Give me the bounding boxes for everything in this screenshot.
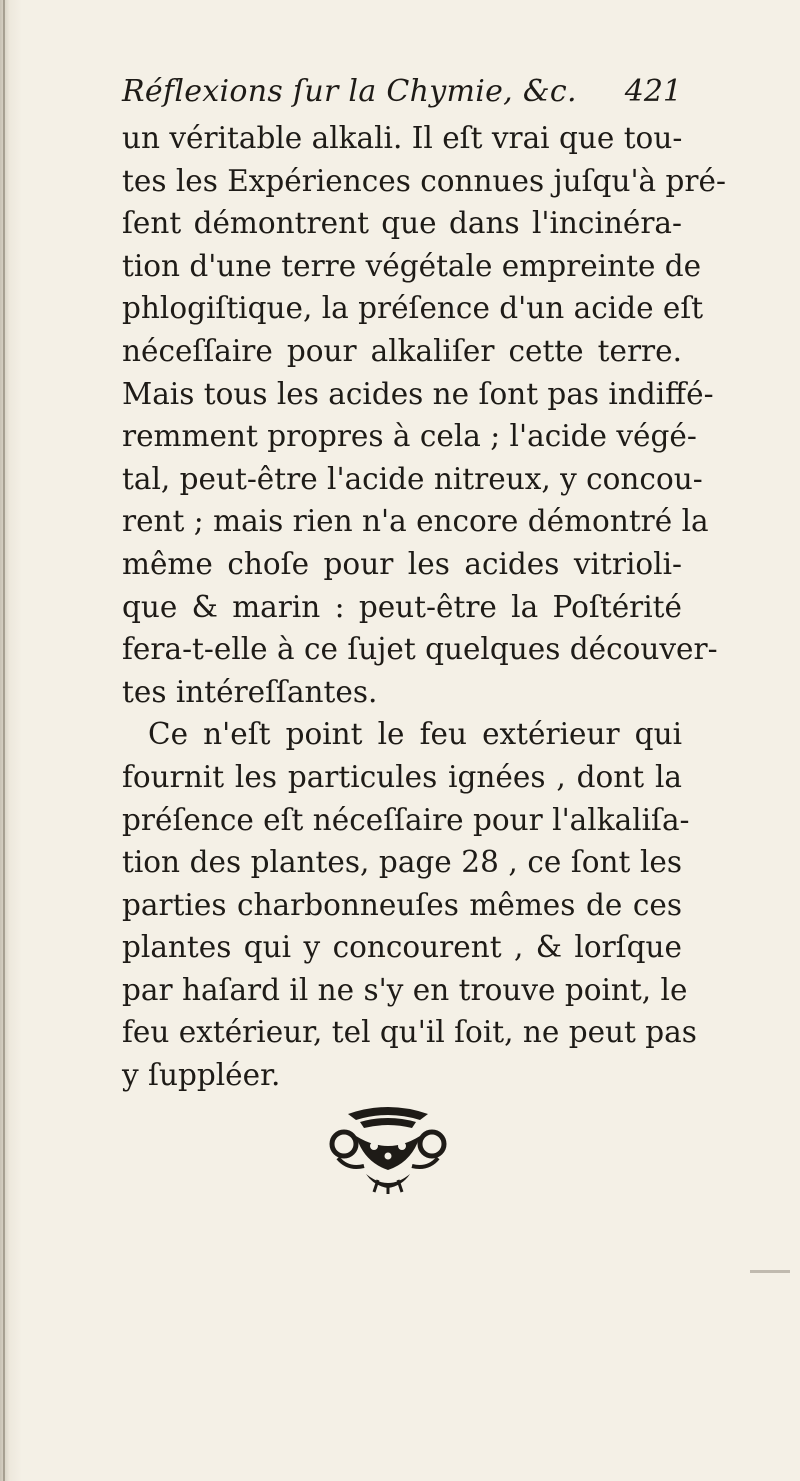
paragraph-first-line: Ce n'eſt point le feu extérieur qui — [148, 717, 682, 752]
text-line: plantes qui y concourent , & lorſque — [122, 930, 682, 965]
page-mark — [750, 1270, 790, 1273]
text-line: un véritable alkali. Il eſt vrai que tou- — [122, 121, 683, 155]
text-line: ſent démontrent que dans l'incinéra- — [122, 206, 682, 241]
text-line: fournit les particules ignées , dont la — [122, 759, 682, 794]
text-line: y ſuppléer. — [122, 1058, 281, 1093]
running-title: Réflexions ſur la Chymie, &c. — [122, 74, 577, 109]
body-text — [122, 117, 726, 1097]
text-line: parties charbonneuſes mêmes de ces — [122, 887, 682, 922]
text-line: par haſard il ne s'y en trouve point, le — [122, 972, 688, 1007]
text-line: fera-t-elle à ce ſujet quelques découver- — [122, 632, 718, 667]
text-line: préſence eſt néceſſaire pour l'alkaliſa- — [122, 802, 690, 837]
text-line: phlogiſtique, la préſence d'un acide eſt — [122, 291, 704, 326]
text-line: remment propres à cela ; l'acide végé- — [122, 419, 697, 454]
text-line: néceſſaire pour alkaliſer cette terre. — [122, 333, 682, 368]
page-number: 421 — [624, 74, 682, 109]
text-line: tes intéreſſantes. — [122, 674, 378, 709]
text-line: Mais tous les acides ne ſont pas indiffé- — [122, 376, 714, 411]
floral-tailpiece-ornament-icon — [308, 1100, 468, 1196]
page-gutter-edge — [3, 0, 5, 1481]
text-line: feu extérieur, tel qu'il ſoit, ne peut pas — [122, 1015, 697, 1050]
text-line: tal, peut-être l'acide nitreux, y concou- — [122, 461, 703, 496]
text-line: tion des plantes, page 28 , ce ſont les — [122, 845, 682, 880]
text-line: même choſe pour les acides vitrioli- — [122, 546, 682, 581]
text-line: tes les Expériences connues juſqu'à pré- — [122, 163, 726, 198]
text-line: que & marin : peut-être la Poſtérité — [122, 589, 682, 624]
text-line: rent ; mais rien n'a encore démontré la — [122, 504, 709, 539]
text-line: tion d'une terre végétale empreinte de — [122, 248, 702, 283]
page-header — [122, 74, 682, 118]
